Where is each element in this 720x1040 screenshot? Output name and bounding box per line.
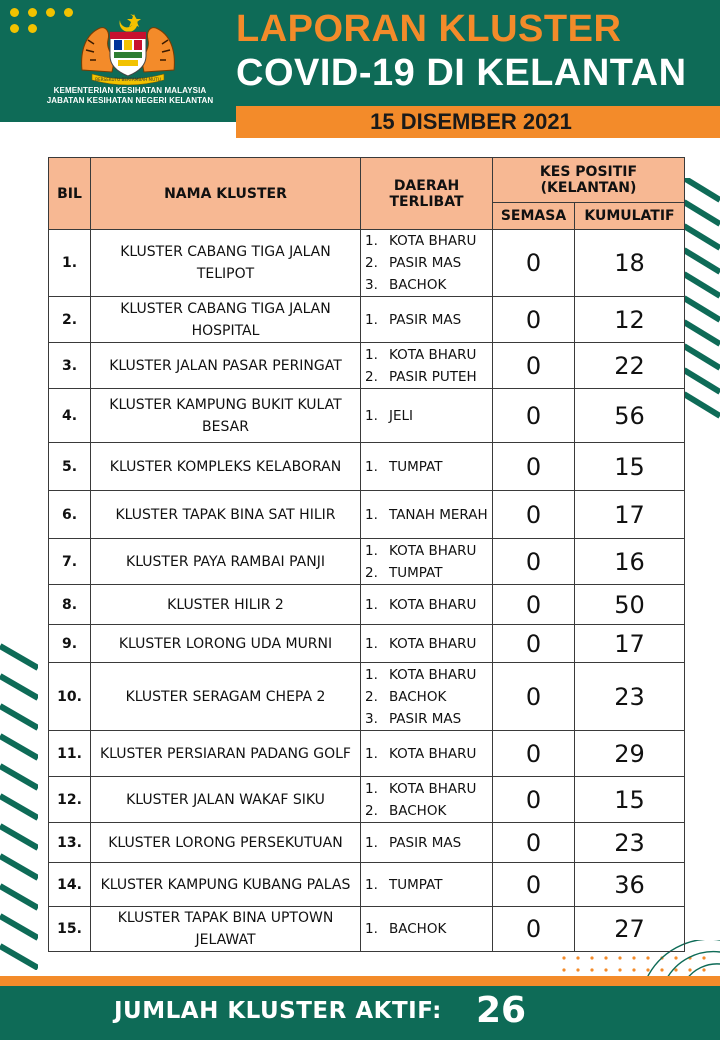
daerah-item-number: 2.	[365, 802, 378, 819]
table-row	[49, 389, 685, 443]
cell-semasa: 0	[493, 443, 575, 491]
cell-nama-kluster: KLUSTER PERSIARAN PADANG GOLF	[91, 731, 361, 777]
cell-bil: 1.	[49, 230, 91, 297]
cell-daerah-terlibat	[361, 343, 493, 389]
daerah-item	[365, 800, 492, 822]
cell-semasa: 0	[493, 585, 575, 625]
cell-bil: 7.	[49, 539, 91, 585]
svg-text:BERSEKUTU BERTAMBAH MUTU: BERSEKUTU BERTAMBAH MUTU	[95, 77, 161, 82]
daerah-item	[365, 918, 492, 940]
header-kumulatif: KUMULATIF	[575, 203, 685, 230]
daerah-item-name: KOTA BHARU	[389, 666, 477, 683]
cell-semasa: 0	[493, 663, 575, 731]
daerah-item	[365, 540, 492, 562]
cell-semasa: 0	[493, 823, 575, 863]
daerah-item-number: 2.	[365, 688, 378, 705]
cell-nama-kluster: KLUSTER LORONG UDA MURNI	[91, 625, 361, 663]
daerah-item-name: BACHOK	[389, 802, 447, 819]
cell-bil: 5.	[49, 443, 91, 491]
daerah-item-name: TUMPAT	[389, 564, 443, 581]
daerah-item-number: 1.	[365, 407, 378, 424]
daerah-item	[365, 832, 492, 854]
daerah-item-number: 1.	[365, 635, 378, 652]
cell-semasa: 0	[493, 907, 575, 952]
cell-nama-kluster: KLUSTER PAYA RAMBAI PANJI	[91, 539, 361, 585]
cell-kumulatif: 36	[575, 863, 685, 907]
table-row	[49, 297, 685, 343]
cell-semasa: 0	[493, 625, 575, 663]
cell-bil: 15.	[49, 907, 91, 952]
cell-bil: 10.	[49, 663, 91, 731]
daerah-item-number: 1.	[365, 921, 378, 937]
header-nama-kluster: NAMA KLUSTER	[91, 158, 361, 230]
daerah-item-number: 1.	[365, 596, 378, 613]
daerah-item	[365, 708, 492, 730]
cell-daerah-terlibat	[361, 777, 493, 823]
daerah-item-number: 1.	[365, 311, 378, 328]
daerah-item-name: BACHOK	[389, 688, 447, 705]
cell-daerah-terlibat	[361, 731, 493, 777]
cell-nama-kluster: KLUSTER KAMPUNG BUKIT KULAT BESAR	[91, 389, 361, 443]
cell-semasa: 0	[493, 230, 575, 297]
cell-daerah-terlibat	[361, 585, 493, 625]
daerah-item-name: KOTA BHARU	[389, 233, 477, 249]
cell-kumulatif: 15	[575, 443, 685, 491]
header-daerah-line-1: DAERAH	[393, 177, 460, 194]
daerah-item-number: 1.	[365, 542, 378, 559]
daerah-item	[365, 456, 492, 478]
cell-nama-kluster: KLUSTER JALAN PASAR PERINGAT	[91, 343, 361, 389]
cell-kumulatif: 12	[575, 297, 685, 343]
header-daerah-line-2: TERLIBAT	[389, 193, 464, 210]
daerah-item-name: TUMPAT	[389, 876, 443, 893]
cluster-table	[48, 157, 685, 952]
daerah-item-name: PASIR MAS	[389, 255, 462, 271]
cell-bil: 4.	[49, 389, 91, 443]
daerah-item	[365, 309, 492, 331]
daerah-item-number: 2.	[365, 255, 378, 271]
cell-nama-kluster: KLUSTER HILIR 2	[91, 585, 361, 625]
cell-kumulatif: 29	[575, 731, 685, 777]
cell-bil: 6.	[49, 491, 91, 539]
table-row	[49, 343, 685, 389]
cell-kumulatif: 18	[575, 230, 685, 297]
table-row	[49, 230, 685, 297]
cell-bil: 3.	[49, 343, 91, 389]
cell-kumulatif: 15	[575, 777, 685, 823]
daerah-item-number: 1.	[365, 834, 378, 851]
daerah-item	[365, 562, 492, 584]
daerah-item-name: JELI	[389, 407, 414, 424]
total-active-clusters-value: 26	[476, 990, 527, 1031]
cell-kumulatif: 56	[575, 389, 685, 443]
cell-nama-kluster: KLUSTER JALAN WAKAF SIKU	[91, 777, 361, 823]
header-kes-line-1: KES POSITIF	[539, 164, 638, 180]
cell-kumulatif: 27	[575, 907, 685, 952]
cell-kumulatif: 50	[575, 585, 685, 625]
total-active-clusters-label: JUMLAH KLUSTER AKTIF:	[114, 998, 442, 1024]
daerah-item-number: 1.	[365, 876, 378, 893]
cell-kumulatif: 17	[575, 625, 685, 663]
table-row	[49, 907, 685, 952]
daerah-item	[365, 778, 492, 800]
daerah-item-name: TUMPAT	[389, 458, 443, 475]
cell-semasa: 0	[493, 343, 575, 389]
cell-semasa: 0	[493, 539, 575, 585]
cell-kumulatif: 23	[575, 823, 685, 863]
header-daerah-terlibat	[361, 158, 493, 230]
table-row	[49, 625, 685, 663]
daerah-item-name: PASIR PUTEH	[389, 368, 477, 385]
cell-semasa: 0	[493, 777, 575, 823]
cell-bil: 14.	[49, 863, 91, 907]
daerah-item	[365, 686, 492, 708]
daerah-item-number: 1.	[365, 666, 378, 683]
daerah-item-number: 1.	[365, 780, 378, 797]
table-row	[49, 539, 685, 585]
daerah-item-number: 2.	[365, 564, 378, 581]
header-kes-line-2: (KELANTAN)	[540, 180, 637, 196]
ministry-line-2: JABATAN KESIHATAN NEGERI KELANTAN	[46, 96, 214, 105]
daerah-item	[365, 633, 492, 655]
cell-daerah-terlibat	[361, 389, 493, 443]
daerah-item-name: TANAH MERAH	[389, 506, 488, 523]
cell-daerah-terlibat	[361, 443, 493, 491]
decorative-stripes-left	[0, 640, 38, 970]
cell-semasa: 0	[493, 731, 575, 777]
table-row	[49, 443, 685, 491]
cell-daerah-terlibat	[361, 823, 493, 863]
daerah-item	[365, 664, 492, 686]
daerah-item-number: 1.	[365, 506, 378, 523]
daerah-item-number: 1.	[365, 745, 378, 762]
header-kes-positif	[493, 158, 685, 203]
daerah-item	[365, 874, 492, 896]
cell-nama-kluster: KLUSTER KAMPUNG KUBANG PALAS	[91, 863, 361, 907]
daerah-item-number: 1.	[365, 346, 378, 363]
table-row	[49, 863, 685, 907]
cell-semasa: 0	[493, 491, 575, 539]
daerah-item	[365, 504, 492, 526]
table-row	[49, 663, 685, 731]
daerah-item-name: PASIR MAS	[389, 311, 462, 328]
cell-daerah-terlibat	[361, 863, 493, 907]
daerah-item	[365, 594, 492, 616]
report-title-line-1: LAPORAN KLUSTER	[236, 8, 622, 50]
daerah-item-name: BACHOK	[389, 277, 447, 293]
table-row	[49, 491, 685, 539]
cell-nama-kluster: KLUSTER CABANG TIGA JALAN TELIPOT	[91, 230, 361, 297]
daerah-item	[365, 405, 492, 427]
cluster-table-body	[49, 230, 685, 952]
cell-kumulatif: 17	[575, 491, 685, 539]
daerah-item-name: KOTA BHARU	[389, 346, 477, 363]
table-row	[49, 731, 685, 777]
table-row	[49, 823, 685, 863]
table-row	[49, 585, 685, 625]
cell-daerah-terlibat	[361, 230, 493, 297]
daerah-item-name: KOTA BHARU	[389, 542, 477, 559]
daerah-item	[365, 366, 492, 388]
cell-daerah-terlibat	[361, 907, 493, 952]
table-row	[49, 777, 685, 823]
cell-kumulatif: 16	[575, 539, 685, 585]
malaysia-coat-of-arms-logo	[72, 10, 184, 86]
header-semasa: SEMASA	[493, 203, 575, 230]
cell-bil: 9.	[49, 625, 91, 663]
daerah-item	[365, 274, 492, 296]
cell-kumulatif: 22	[575, 343, 685, 389]
ministry-line-1: KEMENTERIAN KESIHATAN MALAYSIA	[53, 86, 207, 95]
decorative-dots	[10, 8, 80, 36]
cell-semasa: 0	[493, 297, 575, 343]
cell-daerah-terlibat	[361, 491, 493, 539]
cell-daerah-terlibat	[361, 663, 493, 731]
cell-nama-kluster: KLUSTER SERAGAM CHEPA 2	[91, 663, 361, 731]
cell-nama-kluster: KLUSTER TAPAK BINA UPTOWN JELAWAT	[91, 907, 361, 952]
daerah-item-number: 1.	[365, 233, 378, 249]
report-date: 15 DISEMBER 2021	[370, 109, 572, 134]
daerah-item	[365, 344, 492, 366]
cell-daerah-terlibat	[361, 297, 493, 343]
cell-bil: 8.	[49, 585, 91, 625]
footer-orange-stripe	[0, 976, 720, 986]
ministry-name	[30, 86, 230, 106]
daerah-item-number: 3.	[365, 277, 378, 293]
cell-daerah-terlibat	[361, 625, 493, 663]
daerah-item-number: 3.	[365, 710, 378, 727]
daerah-item-name: KOTA BHARU	[389, 745, 477, 762]
daerah-item-name: PASIR MAS	[389, 710, 462, 727]
daerah-item	[365, 252, 492, 274]
header-bil: BIL	[49, 158, 91, 230]
cell-bil: 12.	[49, 777, 91, 823]
daerah-item-name: KOTA BHARU	[389, 780, 477, 797]
decorative-stripes-right	[684, 178, 720, 428]
daerah-item-name: BACHOK	[389, 921, 447, 937]
daerah-item-name: KOTA BHARU	[389, 635, 477, 652]
cell-bil: 13.	[49, 823, 91, 863]
daerah-item-number: 2.	[365, 368, 378, 385]
daerah-item	[365, 230, 492, 252]
daerah-item-name: PASIR MAS	[389, 834, 462, 851]
cell-daerah-terlibat	[361, 539, 493, 585]
cell-nama-kluster: KLUSTER TAPAK BINA SAT HILIR	[91, 491, 361, 539]
cell-nama-kluster: KLUSTER CABANG TIGA JALAN HOSPITAL	[91, 297, 361, 343]
cell-bil: 11.	[49, 731, 91, 777]
daerah-item	[365, 743, 492, 765]
daerah-item-name: KOTA BHARU	[389, 596, 477, 613]
cell-bil: 2.	[49, 297, 91, 343]
daerah-item-number: 1.	[365, 458, 378, 475]
cell-nama-kluster: KLUSTER LORONG PERSEKUTUAN	[91, 823, 361, 863]
cell-semasa: 0	[493, 863, 575, 907]
report-title-line-2: COVID-19 DI KELANTAN	[236, 52, 687, 94]
cell-kumulatif: 23	[575, 663, 685, 731]
cell-nama-kluster: KLUSTER KOMPLEKS KELABORAN	[91, 443, 361, 491]
cell-semasa: 0	[493, 389, 575, 443]
